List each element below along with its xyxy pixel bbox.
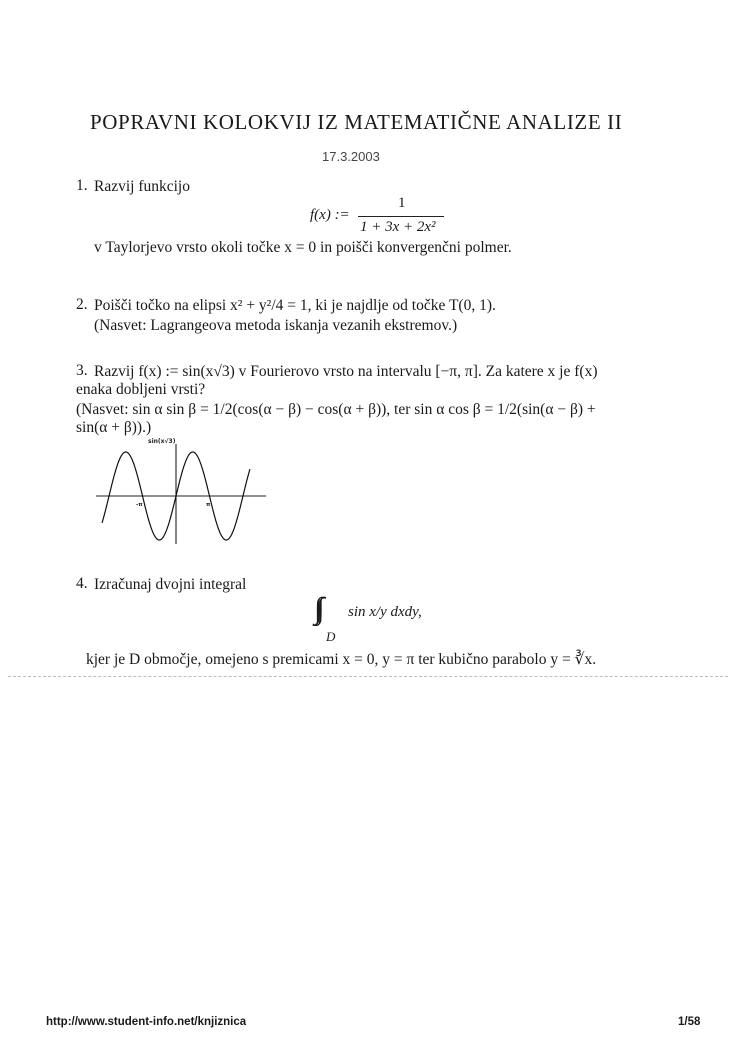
fraction-bar — [358, 216, 444, 217]
sine-graph — [96, 436, 266, 546]
problem-3-number: 3. — [76, 362, 88, 379]
formula-denominator: 1 + 3x + 2x² — [360, 219, 436, 235]
problem-2-task: Poišči točko na elipsi x² + y²/4 = 1, ki je najdlje od točke T(0, 1). — [94, 297, 496, 314]
problem-1-formula — [300, 195, 470, 241]
tick-minus-pi: -π — [136, 502, 143, 508]
problem-3-hint-cont: sin(α + β)).) — [76, 419, 152, 436]
footer-url: http://www.student-info.net/knjiznica — [46, 1016, 247, 1028]
problem-3-task: Razvij f(x) := sin(x√3) v Fourierovo vrsto na intervalu [−π, π]. Za katere x je f(x) — [94, 363, 598, 380]
tick-pi: π — [206, 502, 211, 508]
problem-3-question: enaka dobljeni vrsti? — [76, 381, 206, 398]
problem-3-hint: (Nasvet: sin α sin β = 1/2(cos(α − β) − cos(α + β)), ter sin α cos β = 1/2(sin(α − β) + — [76, 401, 596, 418]
exam-date: 17.3.2003 — [322, 149, 380, 164]
problem-2-number: 2. — [76, 296, 88, 313]
problem-4-domain-text: kjer je D območje, omejeno s premicami x = 0, y = π ter kubično parabolo y = ∛x. — [86, 651, 597, 668]
scan-edge-line — [8, 676, 728, 678]
double-integral — [314, 592, 474, 646]
footer-page-number: 1/58 — [678, 1016, 701, 1028]
problem-1-task: v Taylorjevo vrsto okoli točke x = 0 in poišči konvergenčni polmer. — [94, 239, 512, 256]
problem-1-number: 1. — [76, 177, 88, 194]
problem-2-hint: (Nasvet: Lagrangeova metoda iskanja vezanih ekstremov.) — [94, 317, 458, 334]
formula-numerator: 1 — [398, 195, 406, 211]
formula-lhs: f(x) := — [310, 207, 350, 223]
page-title: POPRAVNI KOLOKVIJ IZ MATEMATIČNE ANALIZE II — [90, 110, 623, 134]
integrand: sin x/y dxdy, — [348, 604, 422, 620]
graph-label: sin(x√3) — [148, 438, 176, 445]
problem-4-intro: Izračunaj dvojni integral — [94, 576, 247, 593]
integral-sign: ∫∫ — [314, 592, 319, 625]
problem-4-number: 4. — [76, 575, 88, 592]
integral-domain: D — [326, 629, 336, 644]
problem-1-intro: Razvij funkcijo — [94, 178, 190, 195]
